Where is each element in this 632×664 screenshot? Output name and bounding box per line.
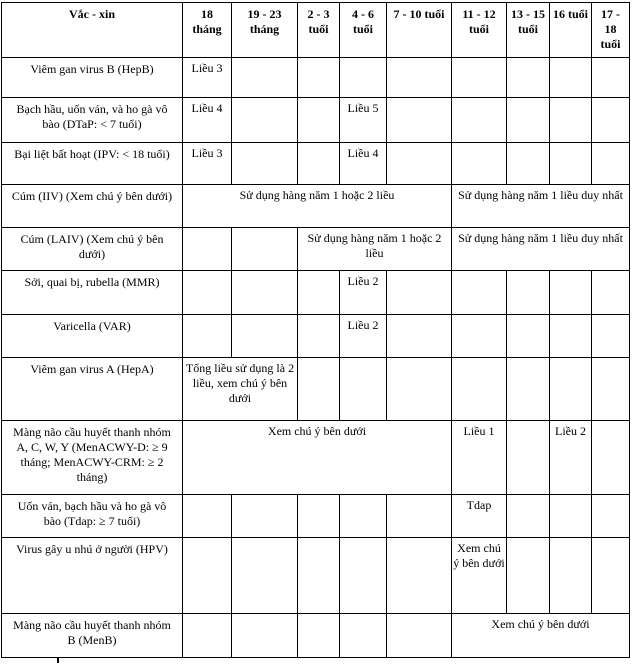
schedule-cell: Sử dụng hàng năm 1 hoặc 2 liều (183, 185, 452, 228)
vaccine-name-cell: Bạch hầu, uốn ván, và ho gà vô bào (DTaP: < 7 tuổi) (2, 98, 183, 143)
table-row (2, 58, 630, 98)
schedule-cell (507, 495, 550, 538)
schedule-cell (298, 315, 340, 358)
schedule-cell (507, 315, 550, 358)
schedule-cell (183, 228, 232, 271)
schedule-cell (550, 271, 592, 315)
schedule-cell (550, 98, 592, 143)
schedule-cell (298, 58, 340, 98)
schedule-cell: Sử dụng hàng năm 1 hoặc 2 liều (298, 228, 452, 271)
age-column-header: 7 - 10 tuổi (387, 3, 452, 58)
table-row (2, 315, 630, 358)
schedule-cell (298, 271, 340, 315)
schedule-cell (452, 58, 507, 98)
schedule-cell (232, 271, 298, 315)
table-row (2, 143, 630, 185)
vaccine-name-cell: Viêm gan virus B (HepB) (2, 58, 183, 98)
table-row (2, 271, 630, 315)
schedule-cell (232, 495, 298, 538)
table-row (2, 495, 630, 538)
schedule-cell: Liều 3 (183, 58, 232, 98)
age-column-header: 11 - 12 tuổi (452, 3, 507, 58)
schedule-cell: Xem chú ý bên dưới (183, 421, 452, 495)
schedule-cell (452, 315, 507, 358)
schedule-cell: Xem chú ý bên dưới (452, 614, 630, 658)
schedule-cell (452, 98, 507, 143)
schedule-cell (387, 315, 452, 358)
schedule-cell (183, 495, 232, 538)
schedule-cell (387, 358, 452, 421)
schedule-cell (592, 358, 630, 421)
schedule-cell (232, 143, 298, 185)
schedule-cell: Tdap (452, 495, 507, 538)
schedule-cell (298, 358, 340, 421)
schedule-cell (550, 315, 592, 358)
vaccine-name-cell: Cúm (LAIV) (Xem chú ý bên dưới) (2, 228, 183, 271)
schedule-cell: Liều 2 (550, 421, 592, 495)
schedule-cell (550, 143, 592, 185)
schedule-cell (298, 98, 340, 143)
schedule-cell (183, 538, 232, 614)
schedule-cell (387, 98, 452, 143)
schedule-cell: Liều 4 (340, 143, 387, 185)
table-row (2, 614, 630, 658)
schedule-cell (387, 143, 452, 185)
table-row (2, 538, 630, 614)
age-column-header: 17 - 18 tuổi (592, 3, 630, 58)
schedule-cell (340, 614, 387, 658)
schedule-cell (232, 614, 298, 658)
vaccine-name-cell: Cúm (IIV) (Xem chú ý bên dưới) (2, 185, 183, 228)
vaccine-name-cell: Viêm gan virus A (HepA) (2, 358, 183, 421)
schedule-cell: Liều 3 (183, 143, 232, 185)
schedule-cell (592, 143, 630, 185)
vaccine-name-cell: Bại liệt bất hoạt (IPV: < 18 tuổi) (2, 143, 183, 185)
schedule-cell (507, 421, 550, 495)
schedule-cell (592, 538, 630, 614)
vaccine-name-cell: Virus gây u nhú ở người (HPV) (2, 538, 183, 614)
table-row (2, 185, 630, 228)
schedule-cell (298, 538, 340, 614)
age-column-header: 2 - 3 tuổi (298, 3, 340, 58)
age-column-header: 16 tuổi (550, 3, 592, 58)
schedule-cell (387, 538, 452, 614)
schedule-cell (340, 538, 387, 614)
age-column-header: 18 tháng (183, 3, 232, 58)
schedule-cell: Tổng liều sử dụng là 2 liều, xem chú ý bên dưới (183, 358, 298, 421)
table-header-row (2, 3, 630, 58)
schedule-cell (452, 143, 507, 185)
vaccine-name-cell: Varicella (VAR) (2, 315, 183, 358)
cutoff-footnote-mark (57, 657, 59, 663)
schedule-cell: Liều 2 (340, 315, 387, 358)
schedule-cell: Liều 2 (340, 271, 387, 315)
schedule-cell (387, 271, 452, 315)
schedule-cell (340, 495, 387, 538)
schedule-cell: Sử dụng hàng năm 1 liều duy nhất (452, 185, 630, 228)
schedule-cell (340, 58, 387, 98)
schedule-cell (507, 271, 550, 315)
schedule-cell: Liều 5 (340, 98, 387, 143)
schedule-cell (183, 315, 232, 358)
schedule-cell (340, 358, 387, 421)
schedule-cell (452, 358, 507, 421)
schedule-cell (592, 421, 630, 495)
schedule-cell (550, 358, 592, 421)
schedule-cell (232, 58, 298, 98)
schedule-cell: Liều 4 (183, 98, 232, 143)
table-row (2, 98, 630, 143)
schedule-cell (232, 98, 298, 143)
schedule-cell (298, 143, 340, 185)
age-column-header: 4 - 6 tuổi (340, 3, 387, 58)
vaccine-name-cell: Màng não cầu huyết thanh nhóm A, C, W, Y (MenACWY-D: ≥ 9 tháng; MenACWY-CRM: ≥ 2 tháng) (2, 421, 183, 495)
schedule-cell (550, 495, 592, 538)
schedule-cell (592, 495, 630, 538)
schedule-cell (387, 495, 452, 538)
schedule-cell (592, 58, 630, 98)
schedule-cell (387, 614, 452, 658)
schedule-cell (298, 495, 340, 538)
schedule-cell (183, 614, 232, 658)
vaccine-name-cell: Sởi, quai bị, rubella (MMR) (2, 271, 183, 315)
schedule-cell (507, 358, 550, 421)
schedule-cell (452, 271, 507, 315)
schedule-cell: Sử dụng hàng năm 1 liều duy nhất (452, 228, 630, 271)
schedule-cell (232, 315, 298, 358)
table-row (2, 228, 630, 271)
schedule-cell (232, 228, 298, 271)
schedule-cell (298, 614, 340, 658)
schedule-cell (507, 58, 550, 98)
schedule-cell (592, 98, 630, 143)
schedule-cell: Xem chú ý bên dưới (452, 538, 507, 614)
age-column-header: 19 - 23 tháng (232, 3, 298, 58)
vaccine-name-cell: Uốn ván, bạch hầu và ho gà vô bào (Tdap: ≥ 7 tuổi) (2, 495, 183, 538)
table-body (2, 58, 630, 658)
schedule-cell (507, 98, 550, 143)
vaccine-column-header: Vắc - xin (2, 3, 183, 58)
schedule-cell (592, 271, 630, 315)
schedule-cell (507, 143, 550, 185)
table-row (2, 421, 630, 495)
schedule-cell (387, 58, 452, 98)
schedule-cell (232, 538, 298, 614)
age-column-header: 13 - 15 tuổi (507, 3, 550, 58)
schedule-cell (183, 271, 232, 315)
schedule-cell (550, 538, 592, 614)
vaccine-name-cell: Màng não cầu huyết thanh nhóm B (MenB) (2, 614, 183, 658)
schedule-cell (592, 315, 630, 358)
schedule-cell: Liều 1 (452, 421, 507, 495)
vaccine-schedule-table (1, 2, 630, 658)
schedule-cell (507, 538, 550, 614)
schedule-cell (550, 58, 592, 98)
table-row (2, 358, 630, 421)
